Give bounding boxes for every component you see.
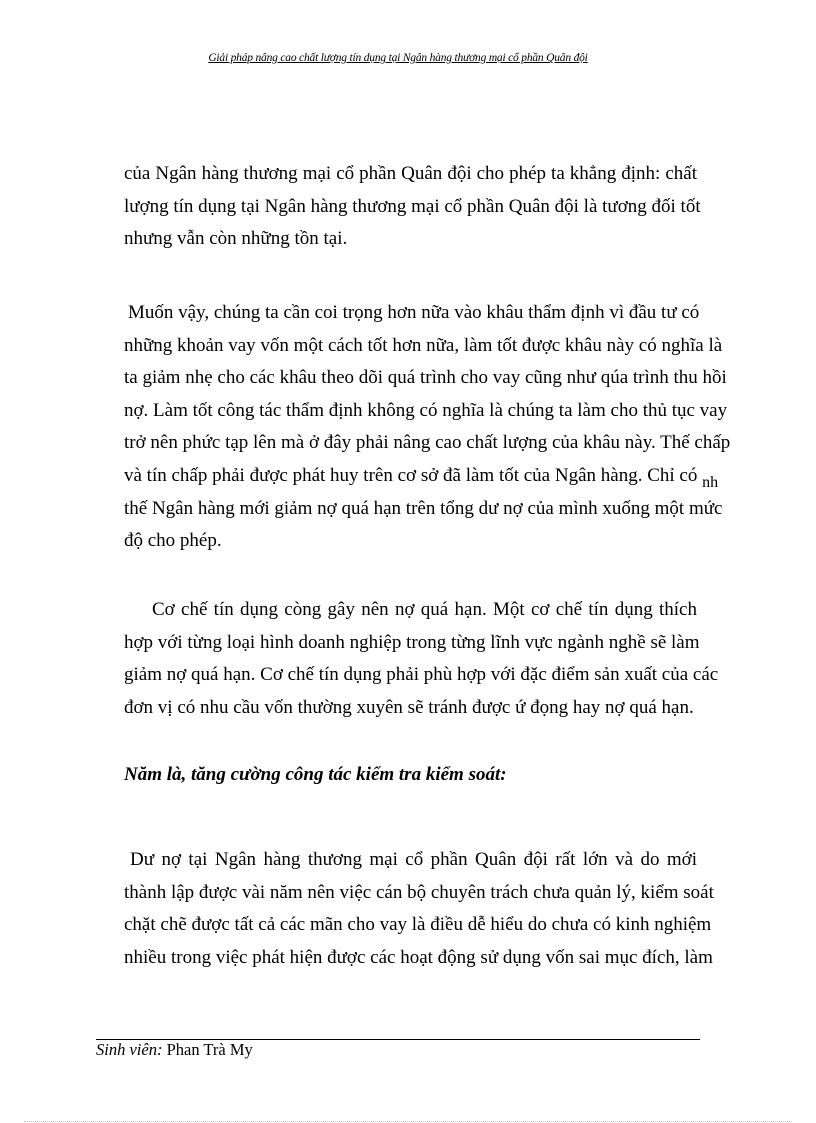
paragraph-line: độ cho phép. — [124, 530, 222, 552]
paragraph-line: nhiều trong việc phát hiện được các hoạt động sử dụng vốn sai mục đích, làm — [124, 946, 713, 968]
paragraph-line: Muốn vậy, chúng ta cần coi trọng hơn nữa vào khâu thẩm định vì đầu tư có — [128, 302, 700, 323]
paragraph-1 — [124, 158, 701, 256]
page-bottom-edge — [24, 1121, 792, 1122]
paragraph-line: đơn vị có nhu cầu vốn thường xuyên sẽ tránh được ứ đọng hay nợ quá hạn. — [124, 696, 694, 718]
paragraph-line: Dư nợ tại Ngân hàng thương mại cổ phần Quân đội rất lớn và do mới — [130, 849, 697, 870]
paragraph-line: chặt chẽ được tất cả các mãn cho vay là điều dễ hiểu do chưa có kinh nghiệm — [124, 914, 712, 936]
paragraph-line: thế Ngân hàng mới giảm nợ quá hạn trên tổng dư nợ của mình xuống một mức — [124, 497, 723, 519]
paragraph-line: giảm nợ quá hạn. Cơ chế tín dụng phải phù hợp với đặc điểm sản xuất của các — [124, 664, 719, 686]
footer-label: Sinh viên: — [96, 1040, 163, 1059]
paragraph-line: thành lập được vài năm nên việc cán bộ chuyên trách chưa quản lý, kiểm soát — [124, 881, 714, 903]
paragraph-line: của Ngân hàng thương mại cổ phần Quân đội cho phép ta khẳng định: chất — [124, 163, 697, 184]
stray-text-fragment: nh — [702, 473, 719, 491]
paragraph-line: trở nên phức tạp lên mà ở đây phải nâng cao chất lượng của khâu này. Thế chấp — [124, 432, 731, 454]
paragraph-2 — [124, 297, 731, 558]
footer-author-name: Phan Trà My — [166, 1040, 253, 1059]
paragraph-line: nợ. Làm tốt công tác thẩm định không có nghĩa là chúng ta làm cho thủ tục vay — [124, 399, 728, 421]
paragraph-line: ta giảm nhẹ cho các khâu theo dõi quá trình cho vay cũng như qúa trình thu hồi — [124, 367, 727, 389]
paragraph-line-text: và tín chấp phải được phát huy trên cơ sở đã làm tốt của Ngân hàng. Chỉ có — [124, 464, 698, 486]
paragraph-line: lượng tín dụng tại Ngân hàng thương mại cổ phần Quân đội là tương đối tốt — [124, 195, 701, 217]
paragraph-line: hợp với từng loại hình doanh nghiệp trong từng lĩnh vực ngành nghề sẽ làm — [124, 631, 700, 653]
paragraph-line: nhưng vẫn còn những tồn tại. — [124, 228, 348, 250]
section-heading: Năm là, tăng cường công tác kiểm tra kiểm soát: — [124, 764, 507, 785]
paragraph-4 — [124, 844, 714, 974]
paragraph-line-with-fragment — [124, 460, 719, 493]
paragraph-3 — [124, 594, 719, 724]
page-footer — [96, 1040, 253, 1060]
paragraph-line: Cơ chế tín dụng còng gây nên nợ quá hạn. Một cơ chế tín dụng thích — [152, 599, 697, 620]
page-header: Giải pháp nâng cao chất lượng tín dụng tại Ngân hàng thương mại cổ phần Quân đội — [208, 52, 588, 64]
paragraph-line: những khoản vay vốn một cách tốt hơn nữa, làm tốt được khâu này có nghĩa là — [124, 334, 723, 356]
